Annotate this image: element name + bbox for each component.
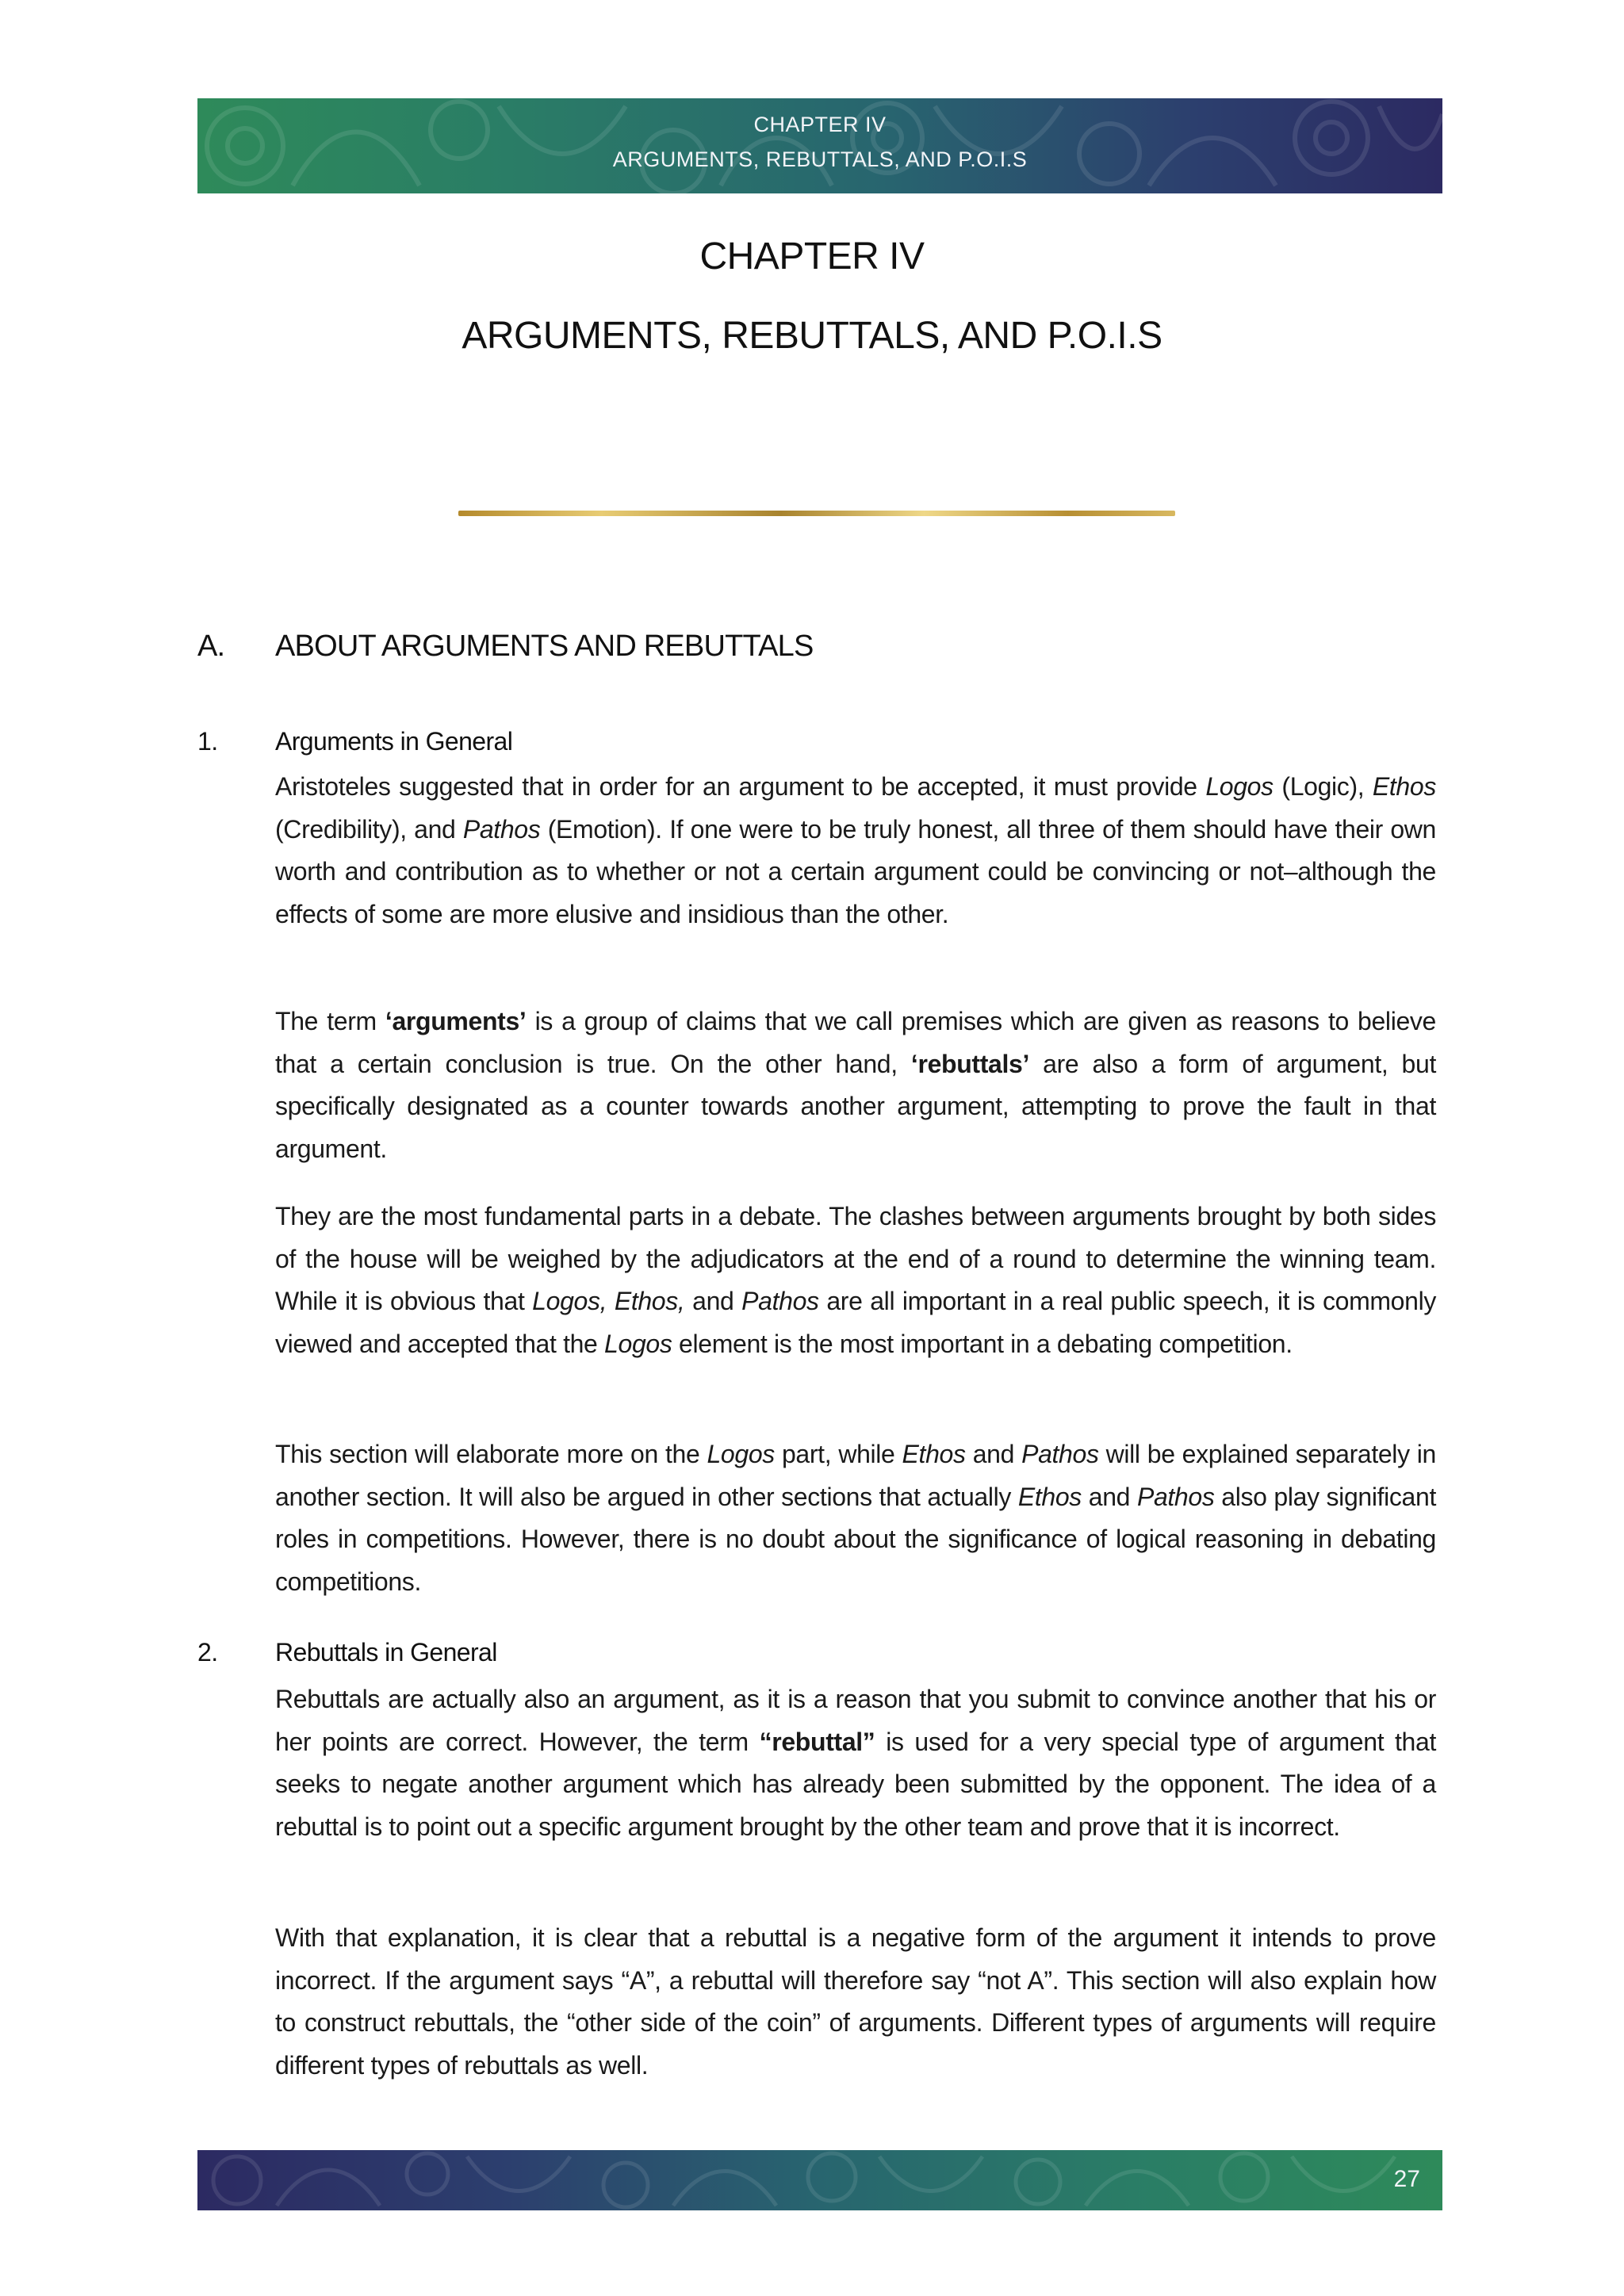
page-number: 27 xyxy=(1393,2166,1420,2192)
subsection-heading xyxy=(197,727,512,756)
section-letter: A. xyxy=(197,629,225,663)
paragraph: Aristoteles suggested that in order for an argument to be accepted, it must provide Logos (Logic), Ethos (Credibility), and Pathos (Emotion). If one were to be truly honest, all three of them should have their own worth and contribution as to whether or not a certain argument could be convincing or not–although the effects of some are more elusive and insidious than the other. xyxy=(275,772,1436,928)
paragraph: This section will elaborate more on the Logos part, while Ethos and Pathos will be explained separately in another section. It will also be argued in other sections that actually Ethos and Pathos also play significant roles in competitions. However, there is no doubt about the significance of logical reasoning in debating competitions. xyxy=(275,1440,1436,1596)
section-title: ABOUT ARGUMENTS AND REBUTTALS xyxy=(275,629,814,663)
paragraph: With that explanation, it is clear that a rebuttal is a negative form of the argument it intends to prove incorrect. If the argument says “A”, a rebuttal will therefore say “not A”. This section will also explain how to construct rebuttals, the “other side of the coin” of arguments. Different types of arguments will require different types of rebuttals as well. xyxy=(275,1923,1436,2080)
section-heading xyxy=(197,629,814,664)
paragraph: Rebuttals are actually also an argument, as it is a reason that you submit to convince another that his or her points are correct. However, the term “rebuttal” is used for a very special type of argument that seeks to negate another argument which has already been submitted by the opponent. The idea of a rebuttal is to point out a specific argument brought by the other team and prove that it is incorrect. xyxy=(275,1685,1436,1841)
chapter-title: CHAPTER IV xyxy=(699,235,925,277)
chapter-subtitle: ARGUMENTS, REBUTTALS, AND P.O.I.S xyxy=(462,315,1162,357)
ornamental-pattern xyxy=(197,2150,1442,2210)
header-banner xyxy=(197,98,1442,193)
paragraph: They are the most fundamental parts in a debate. The clashes between arguments brought by both sides of the house will be weighed by the adjudicators at the end of a round to determine the winning team. While it is obvious that Logos, Ethos, and Pathos are all important in a real public speech, it is commonly viewed and accepted that the Logos element is the most important in a debating competition. xyxy=(275,1202,1436,1358)
decorative-divider xyxy=(458,511,1175,516)
paragraph: The term ‘arguments’ is a group of claims that we call premises which are given as reasons to believe that a certain conclusion is true. On the other hand, ‘rebuttals’ are also a form of argument, but specifically designated as a counter towards another argument, attempting to prove the fault in that argument. xyxy=(275,1007,1436,1163)
subsection-number: 2. xyxy=(197,1638,218,1667)
subsection-number: 1. xyxy=(197,727,218,756)
subsection-title: Arguments in General xyxy=(275,727,513,756)
footer-banner xyxy=(197,2150,1442,2210)
subsection-title: Rebuttals in General xyxy=(275,1638,497,1667)
header-chapter-subtitle: ARGUMENTS, REBUTTALS, AND P.O.I.S xyxy=(612,147,1028,171)
header-chapter-label: CHAPTER IV xyxy=(753,113,887,136)
subsection-heading xyxy=(197,1638,497,1667)
